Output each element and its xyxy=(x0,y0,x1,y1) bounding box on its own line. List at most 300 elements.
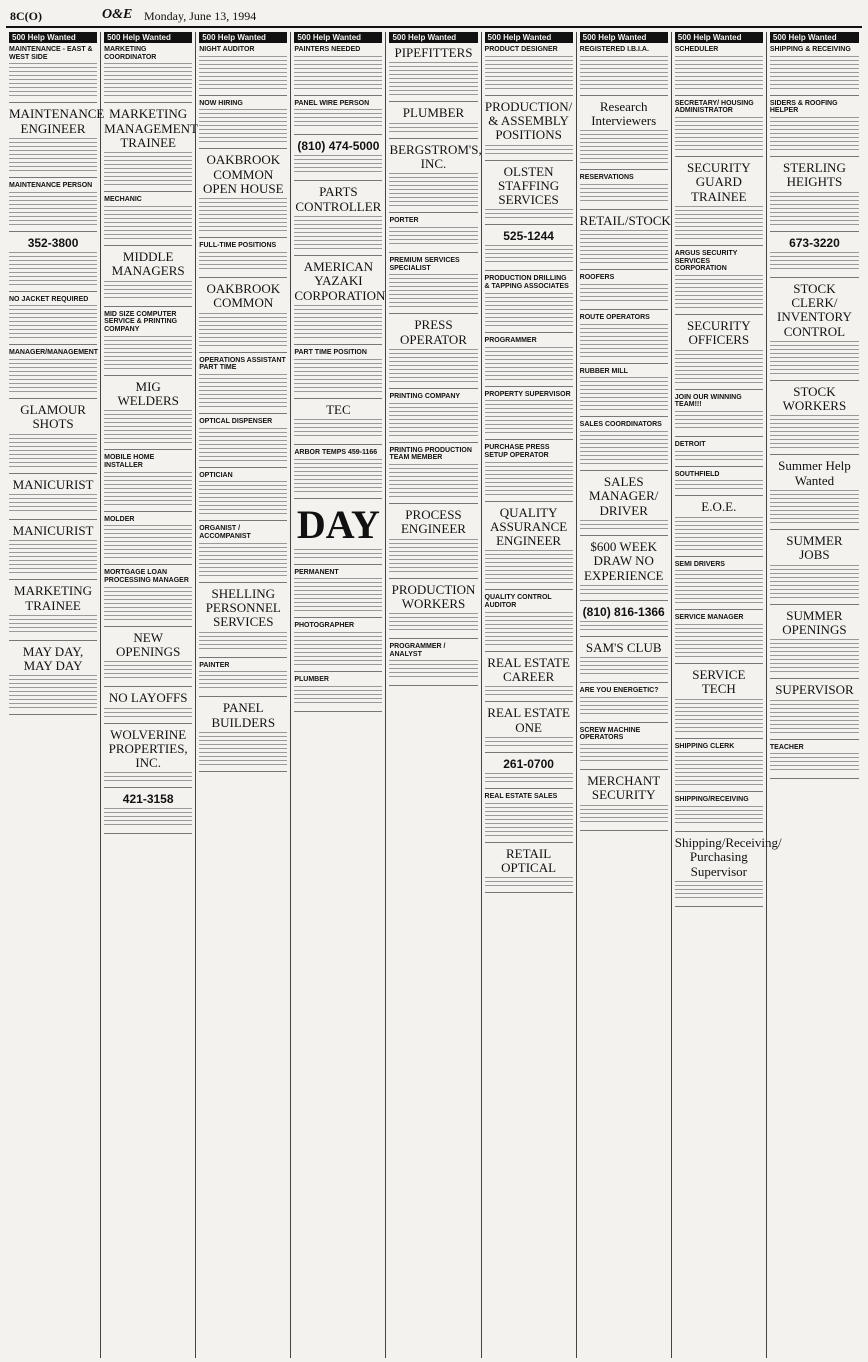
classified-ad xyxy=(580,421,668,471)
ad-heading: PERMANENT xyxy=(294,568,339,576)
classified-ad xyxy=(675,668,763,739)
ad-display-heading: BERGSTROM'S, INC. xyxy=(389,141,482,171)
ad-display-heading: PRODUCTION/ & ASSEMBLY POSITIONS xyxy=(484,98,573,143)
classified-ad xyxy=(104,311,192,376)
ad-heading: MARKETING COORDINATOR xyxy=(104,46,157,61)
classified-ad xyxy=(770,385,859,456)
classified-ad xyxy=(104,250,192,307)
ad-phone: (810) 816-1366 xyxy=(582,604,665,619)
ad-column xyxy=(672,32,782,1358)
classified-ad xyxy=(770,161,859,232)
ad-body-text xyxy=(675,206,763,240)
classified-ad xyxy=(675,441,763,467)
ad-phone: 421-3158 xyxy=(122,792,174,807)
classified-ad xyxy=(294,622,382,672)
ad-body-text xyxy=(9,305,97,339)
ad-body-text xyxy=(389,173,477,207)
classified-ad xyxy=(9,236,97,292)
ad-heading: MECHANIC xyxy=(104,196,142,204)
ad-body-text xyxy=(580,657,668,677)
ad-heading: MORTGAGE LOAN PROCESSING MANAGER xyxy=(104,569,189,584)
classified-ad xyxy=(580,475,668,536)
ad-body-text xyxy=(199,632,287,652)
ad-body-text xyxy=(104,587,192,621)
classified-ad xyxy=(485,656,573,703)
ad-heading: RESERVATIONS xyxy=(579,174,634,182)
ad-body-text xyxy=(9,494,97,514)
ad-heading: MAINTENANCE - EAST & WEST SIDE xyxy=(9,46,93,61)
ad-display-heading: MAINTENANCE ENGINEER xyxy=(9,106,105,136)
ad-body-text xyxy=(580,324,668,358)
classified-ad xyxy=(675,46,763,96)
ad-heading: NO JACKET REQUIRED xyxy=(9,295,89,303)
ad-heading: SHIPPING/RECEIVING xyxy=(674,796,749,804)
classified-ad xyxy=(9,46,97,103)
classified-ad xyxy=(199,357,287,414)
ad-body-text xyxy=(294,419,382,439)
classified-ad xyxy=(675,500,763,556)
ad-display-heading: MIG WELDERS xyxy=(117,378,179,408)
ad-column xyxy=(386,32,481,1358)
ad-body-text xyxy=(104,63,192,97)
ad-body-text xyxy=(485,877,573,887)
classified-ad xyxy=(485,757,573,789)
ad-body-text xyxy=(485,293,573,327)
ad-display-heading: SUPERVISOR xyxy=(775,682,854,698)
ad-body-text xyxy=(104,281,192,301)
ad-column xyxy=(101,32,196,1358)
ad-heading: PRINTING COMPANY xyxy=(389,392,461,400)
classified-ad xyxy=(675,561,763,611)
classified-ad xyxy=(199,525,287,582)
classified-ad xyxy=(294,185,382,256)
ad-display-heading: PARTS CONTROLLER xyxy=(295,184,382,214)
ad-body-text xyxy=(675,624,763,658)
classified-ad xyxy=(9,524,97,580)
ad-body-text xyxy=(9,252,97,286)
ad-body-text xyxy=(104,206,192,240)
ad-body-text xyxy=(9,138,97,172)
classified-ad xyxy=(770,100,859,157)
ad-heading: SHIPPING CLERK xyxy=(674,742,735,750)
ad-phone: 673-3220 xyxy=(789,235,840,250)
ad-body-text xyxy=(675,881,763,901)
ad-body-text xyxy=(389,464,477,498)
ad-display-heading: RETAIL OPTICAL xyxy=(501,845,557,876)
ad-body-text xyxy=(580,697,668,717)
ad-body-text xyxy=(9,63,97,97)
classified-ad xyxy=(104,792,192,834)
classified-ad xyxy=(294,100,382,136)
ad-body-text xyxy=(389,613,477,633)
ad-body-text xyxy=(9,615,97,635)
ad-display-heading: MERCHANT SECURITY xyxy=(587,773,661,803)
ad-display-heading: OAKBROOK COMMON xyxy=(206,280,281,311)
ad-display-heading: SERVICE TECH xyxy=(692,667,746,697)
ad-heading: MOLDER xyxy=(104,515,135,523)
classified-ad xyxy=(294,569,382,619)
ad-body-text xyxy=(389,539,477,573)
ad-display-heading: DAY xyxy=(296,501,380,547)
ad-body-text xyxy=(485,462,573,496)
ad-body-text xyxy=(675,411,763,431)
classified-ad xyxy=(389,393,477,443)
classified-ad xyxy=(485,337,573,387)
ad-display-heading: OAKBROOK COMMON OPEN HOUSE xyxy=(203,152,284,196)
ad-body-text xyxy=(199,313,287,347)
ad-body-text xyxy=(580,621,668,631)
ad-body-text xyxy=(9,434,97,468)
classified-ad xyxy=(580,100,668,171)
ad-display-heading: QUALITY ASSURANCE ENGINEER xyxy=(489,504,568,549)
ad-body-text xyxy=(770,700,859,734)
masthead xyxy=(6,4,862,28)
classified-ad xyxy=(294,403,382,445)
ad-body-text xyxy=(770,341,859,375)
ad-body-text xyxy=(580,377,668,411)
classified-ad xyxy=(675,614,763,664)
classified-ad xyxy=(675,319,763,390)
ad-body-text xyxy=(485,400,573,434)
classified-ad xyxy=(580,46,668,96)
ad-body-text xyxy=(770,639,859,673)
ad-display-heading: Research Interviewers xyxy=(591,98,657,128)
classified-ad xyxy=(294,349,382,399)
ad-display-heading: TEC xyxy=(326,401,351,417)
ad-display-heading: SUMMER OPENINGS xyxy=(782,607,847,637)
ad-body-text xyxy=(675,56,763,90)
classified-ad xyxy=(199,282,287,353)
classified-ad xyxy=(294,46,382,96)
ad-display-heading: GLAMOUR SHOTS xyxy=(20,402,86,432)
ad-heading: PLUMBER xyxy=(294,675,329,683)
ad-phone: (810) 474-5000 xyxy=(297,139,380,154)
ad-heading: NOW HIRING xyxy=(199,99,243,107)
ad-body-text xyxy=(104,336,192,370)
ad-display-heading: PIPEFITTERS xyxy=(394,45,473,60)
ad-display-heading: REAL ESTATE CAREER xyxy=(487,654,570,685)
classified-ad xyxy=(389,583,477,640)
ad-heading: ARBOR TEMPS 459-1166 xyxy=(294,448,378,456)
classified-ad xyxy=(579,212,671,270)
ad-heading: REGISTERED I.B.I.A. xyxy=(579,46,649,53)
ad-body-text xyxy=(294,632,382,666)
classified-ad xyxy=(770,282,859,381)
ad-body-text xyxy=(199,732,287,766)
classified-ad xyxy=(580,641,668,683)
classified-ad xyxy=(294,676,382,712)
column-heading: 500 Help Wanted xyxy=(770,32,859,43)
classified-ad xyxy=(675,796,763,832)
classified-ad xyxy=(770,683,859,739)
classified-ad xyxy=(9,645,97,716)
classified-ad xyxy=(485,594,573,651)
classified-ad xyxy=(675,394,763,437)
ad-body-text xyxy=(294,305,382,339)
ad-display-heading: MIDDLE MANAGERS xyxy=(111,248,185,279)
classified-ad xyxy=(485,46,573,96)
ad-body-text xyxy=(389,62,477,96)
ad-body-text xyxy=(675,451,763,461)
classified-ad xyxy=(104,380,192,451)
ad-heading: QUALITY CONTROL AUDITOR xyxy=(484,594,552,610)
ad-display-heading: MARKETING TRAINEE xyxy=(14,583,93,613)
ad-display-heading: MARKETING MANAGEMENT TRAINEE xyxy=(104,106,198,150)
ad-body-text xyxy=(675,517,763,551)
ad-heading: SALES COORDINATORS xyxy=(579,421,662,429)
ad-body-text xyxy=(580,284,668,304)
ad-body-text xyxy=(104,472,192,506)
ad-body-text xyxy=(294,578,382,612)
ad-display-heading: AMERICAN YAZAKI CORPORATION xyxy=(294,258,386,303)
ad-body-text xyxy=(294,459,382,493)
ad-body-text xyxy=(104,410,192,444)
ad-body-text xyxy=(294,549,382,559)
ad-body-text xyxy=(485,803,573,837)
ad-heading: SOUTHFIELD xyxy=(674,470,720,478)
classified-ad xyxy=(770,534,859,605)
classified-ad xyxy=(770,236,859,278)
ad-body-text xyxy=(389,660,477,680)
ad-heading: ARE YOU ENERGETIC? xyxy=(579,687,659,695)
ad-display-heading: SALES MANAGER/ DRIVER xyxy=(589,474,659,518)
ad-display-heading: Shipping/Receiving/ Purchasing Supervisor xyxy=(674,835,782,879)
ad-heading: PAINTERS NEEDED xyxy=(294,46,361,53)
ad-heading: SERVICE MANAGER xyxy=(674,614,744,622)
ad-display-heading: PRODUCTION WORKERS xyxy=(391,581,476,611)
classified-ad xyxy=(485,706,573,753)
classified-ad xyxy=(199,242,287,278)
classified-ad xyxy=(485,506,573,591)
ad-body-text xyxy=(770,252,859,272)
classified-ad xyxy=(485,444,573,501)
classified-ad xyxy=(9,584,97,641)
ad-body-text xyxy=(580,56,668,90)
column-heading: 500 Help Wanted xyxy=(199,32,287,43)
ad-heading: PROGRAMMER / ANALYST xyxy=(389,643,446,658)
ad-heading: SEMI DRIVERS xyxy=(674,560,725,568)
ad-heading: PURCHASE PRESS SETUP OPERATOR xyxy=(484,444,550,459)
ad-heading: PAINTER xyxy=(199,661,230,669)
ad-phone: 261-0700 xyxy=(503,757,554,772)
ad-body-text xyxy=(199,428,287,462)
classified-ad xyxy=(104,46,192,103)
ad-body-text xyxy=(485,550,573,584)
classified-ad xyxy=(104,454,192,511)
ad-display-heading: SECURITY GUARD TRAINEE xyxy=(687,160,751,204)
ad-display-heading: STOCK CLERK/ INVENTORY CONTROL xyxy=(776,280,852,339)
ad-body-text xyxy=(389,403,477,437)
classified-ad xyxy=(770,744,859,780)
ad-body-text xyxy=(9,359,97,393)
ad-column xyxy=(482,32,577,1358)
ad-display-heading: PROCESS ENGINEER xyxy=(400,506,466,537)
ad-body-text xyxy=(485,686,573,696)
ad-heading: ROUTE OPERATORS xyxy=(579,313,650,321)
ad-heading: ROOFERS xyxy=(579,274,615,282)
ad-display-heading: REAL ESTATE ONE xyxy=(487,705,570,735)
classified-ad xyxy=(389,106,477,138)
classified-ad xyxy=(580,314,668,364)
column-heading: 500 Help Wanted xyxy=(9,32,97,43)
classified-ad xyxy=(389,318,477,389)
ad-heading: OPTICAL DISPENSER xyxy=(199,417,273,425)
ad-heading: PANEL WIRE PERSON xyxy=(294,99,370,107)
column-heading: 500 Help Wanted xyxy=(104,32,192,43)
ad-heading: PRODUCTION DRILLING & TAPPING ASSOCIATES xyxy=(484,275,569,291)
ad-heading: PRODUCT DESIGNER xyxy=(484,46,558,53)
ad-heading: MID SIZE COMPUTER SERVICE & PRINTING COMPANY xyxy=(104,310,178,333)
ad-heading: REAL ESTATE SALES xyxy=(484,793,558,801)
ad-phone: 352-3800 xyxy=(27,235,79,250)
ad-body-text xyxy=(580,805,668,825)
classified-ad xyxy=(580,727,668,770)
classified-ad xyxy=(485,391,573,441)
ad-display-heading: PRESS OPERATOR xyxy=(400,317,467,347)
ad-body-text xyxy=(485,209,573,219)
ad-heading: OPTICIAN xyxy=(199,471,233,479)
ad-display-heading: SAM'S CLUB xyxy=(585,639,662,655)
classified-ad xyxy=(199,662,287,698)
classified-ad xyxy=(199,153,287,238)
classified-ad xyxy=(104,728,192,789)
ad-display-heading: MANICURIST xyxy=(12,476,94,492)
ad-body-text xyxy=(199,671,287,691)
ad-heading: MAINTENANCE PERSON xyxy=(9,181,93,189)
ad-heading: SIDERS & ROOFING HELPER xyxy=(769,99,838,115)
classified-ad xyxy=(9,182,97,232)
classified-ad xyxy=(674,835,782,907)
ad-body-text xyxy=(580,184,668,204)
page-number: 8C(O) xyxy=(10,9,42,23)
column-heading: 500 Help Wanted xyxy=(580,32,668,43)
classified-ad xyxy=(9,478,97,520)
ad-body-text xyxy=(389,227,477,247)
ad-display-heading: $600 WEEK DRAW NO EXPERIENCE xyxy=(583,538,664,583)
ad-body-text xyxy=(485,56,573,90)
classified-ad xyxy=(389,217,477,253)
ad-display-heading: E.O.E. xyxy=(701,499,737,515)
classified-ad xyxy=(389,447,477,504)
classified-ad xyxy=(770,609,859,680)
classified-ad xyxy=(580,540,668,601)
classified-ad xyxy=(580,605,668,637)
ad-heading: SHIPPING & RECEIVING xyxy=(769,46,851,53)
ad-body-text xyxy=(104,808,192,828)
ad-body-text xyxy=(580,130,668,164)
classified-ad xyxy=(580,368,668,418)
ad-heading: SCHEDULER xyxy=(674,46,719,53)
classified-ad xyxy=(104,631,192,688)
classified-ad xyxy=(104,106,198,192)
classified-ad xyxy=(104,569,192,626)
classified-ad xyxy=(199,701,287,772)
ad-heading: PART TIME POSITION xyxy=(294,348,367,356)
classified-ad xyxy=(675,471,763,497)
classified-ad xyxy=(104,691,192,723)
ad-heading: ORGANIST / ACCOMPANIST xyxy=(199,525,251,540)
column-heading: 500 Help Wanted xyxy=(294,32,382,43)
ad-heading: PREMIUM SERVICES SPECIALIST xyxy=(389,256,460,272)
ad-body-text xyxy=(294,155,382,175)
classified-ad xyxy=(199,587,287,658)
ad-heading: DETROIT xyxy=(674,440,706,448)
ad-body-text xyxy=(9,675,97,709)
ad-heading: JOIN OUR WINNING TEAM!!! xyxy=(674,393,742,409)
classified-ad xyxy=(9,349,97,399)
classified-ad xyxy=(675,161,763,246)
classified-ad xyxy=(675,743,763,793)
ad-column xyxy=(767,32,862,1358)
ad-heading: SECRETARY/ HOUSING ADMINISTRATOR xyxy=(674,99,754,115)
ad-display-heading: SECURITY OFFICERS xyxy=(687,318,751,348)
classified-ad xyxy=(770,459,859,530)
ad-body-text xyxy=(104,152,192,186)
ad-display-heading: STOCK WORKERS xyxy=(782,383,847,414)
ad-body-text xyxy=(294,56,382,90)
ad-body-text xyxy=(199,252,287,272)
classified-columns xyxy=(6,32,862,1358)
ad-display-heading: MANICURIST xyxy=(12,522,94,538)
classified-ad xyxy=(104,196,192,246)
ad-body-text xyxy=(199,481,287,515)
ad-phone: 525-1244 xyxy=(503,229,554,244)
ad-display-heading: PANEL BUILDERS xyxy=(211,700,276,730)
ad-body-text xyxy=(104,708,192,718)
ad-heading: FULL-TIME POSITIONS xyxy=(199,242,277,250)
ad-body-text xyxy=(485,773,573,783)
classified-ad xyxy=(389,46,477,102)
ad-column xyxy=(577,32,672,1358)
ad-body-text xyxy=(675,570,763,604)
classified-ad xyxy=(389,141,482,214)
ad-body-text xyxy=(294,109,382,129)
classified-ad xyxy=(389,508,477,579)
column-heading: 500 Help Wanted xyxy=(389,32,477,43)
column-heading: 500 Help Wanted xyxy=(675,32,763,43)
ad-body-text xyxy=(580,230,668,264)
classified-ad xyxy=(770,46,859,96)
ad-body-text xyxy=(199,56,287,90)
classified-ad xyxy=(294,503,382,565)
ad-display-heading: Summer Help Wanted xyxy=(778,458,851,488)
classified-ad xyxy=(389,257,477,314)
ad-body-text xyxy=(199,109,287,143)
ad-heading: MOBILE HOME INSTALLER xyxy=(104,454,155,469)
ad-heading: NIGHT AUDITOR xyxy=(199,46,255,53)
ad-heading: RUBBER MILL xyxy=(579,367,628,375)
ad-display-heading: MAY DAY, MAY DAY xyxy=(22,643,84,674)
ad-body-text xyxy=(675,117,763,151)
ad-body-text xyxy=(389,123,477,133)
ad-body-text xyxy=(485,737,573,747)
issue-date: Monday, June 13, 1994 xyxy=(144,9,257,23)
ad-column xyxy=(291,32,386,1358)
ad-display-heading: WOLVERINE PROPERTIES, INC. xyxy=(108,726,188,771)
ad-body-text xyxy=(770,415,859,449)
classified-ad xyxy=(580,174,668,210)
classified-ad xyxy=(199,100,287,150)
ad-body-text xyxy=(770,753,859,773)
ad-body-text xyxy=(675,699,763,733)
classified-ad xyxy=(485,847,573,894)
ad-body-text xyxy=(675,350,763,384)
ad-display-heading: SHELLING PERSONNEL SERVICES xyxy=(205,585,281,630)
classified-ad xyxy=(675,100,763,157)
ad-heading: ARGUS SECURITY SERVICES CORPORATION xyxy=(674,249,738,273)
ad-body-text xyxy=(770,56,859,90)
ad-body-text xyxy=(104,661,192,681)
